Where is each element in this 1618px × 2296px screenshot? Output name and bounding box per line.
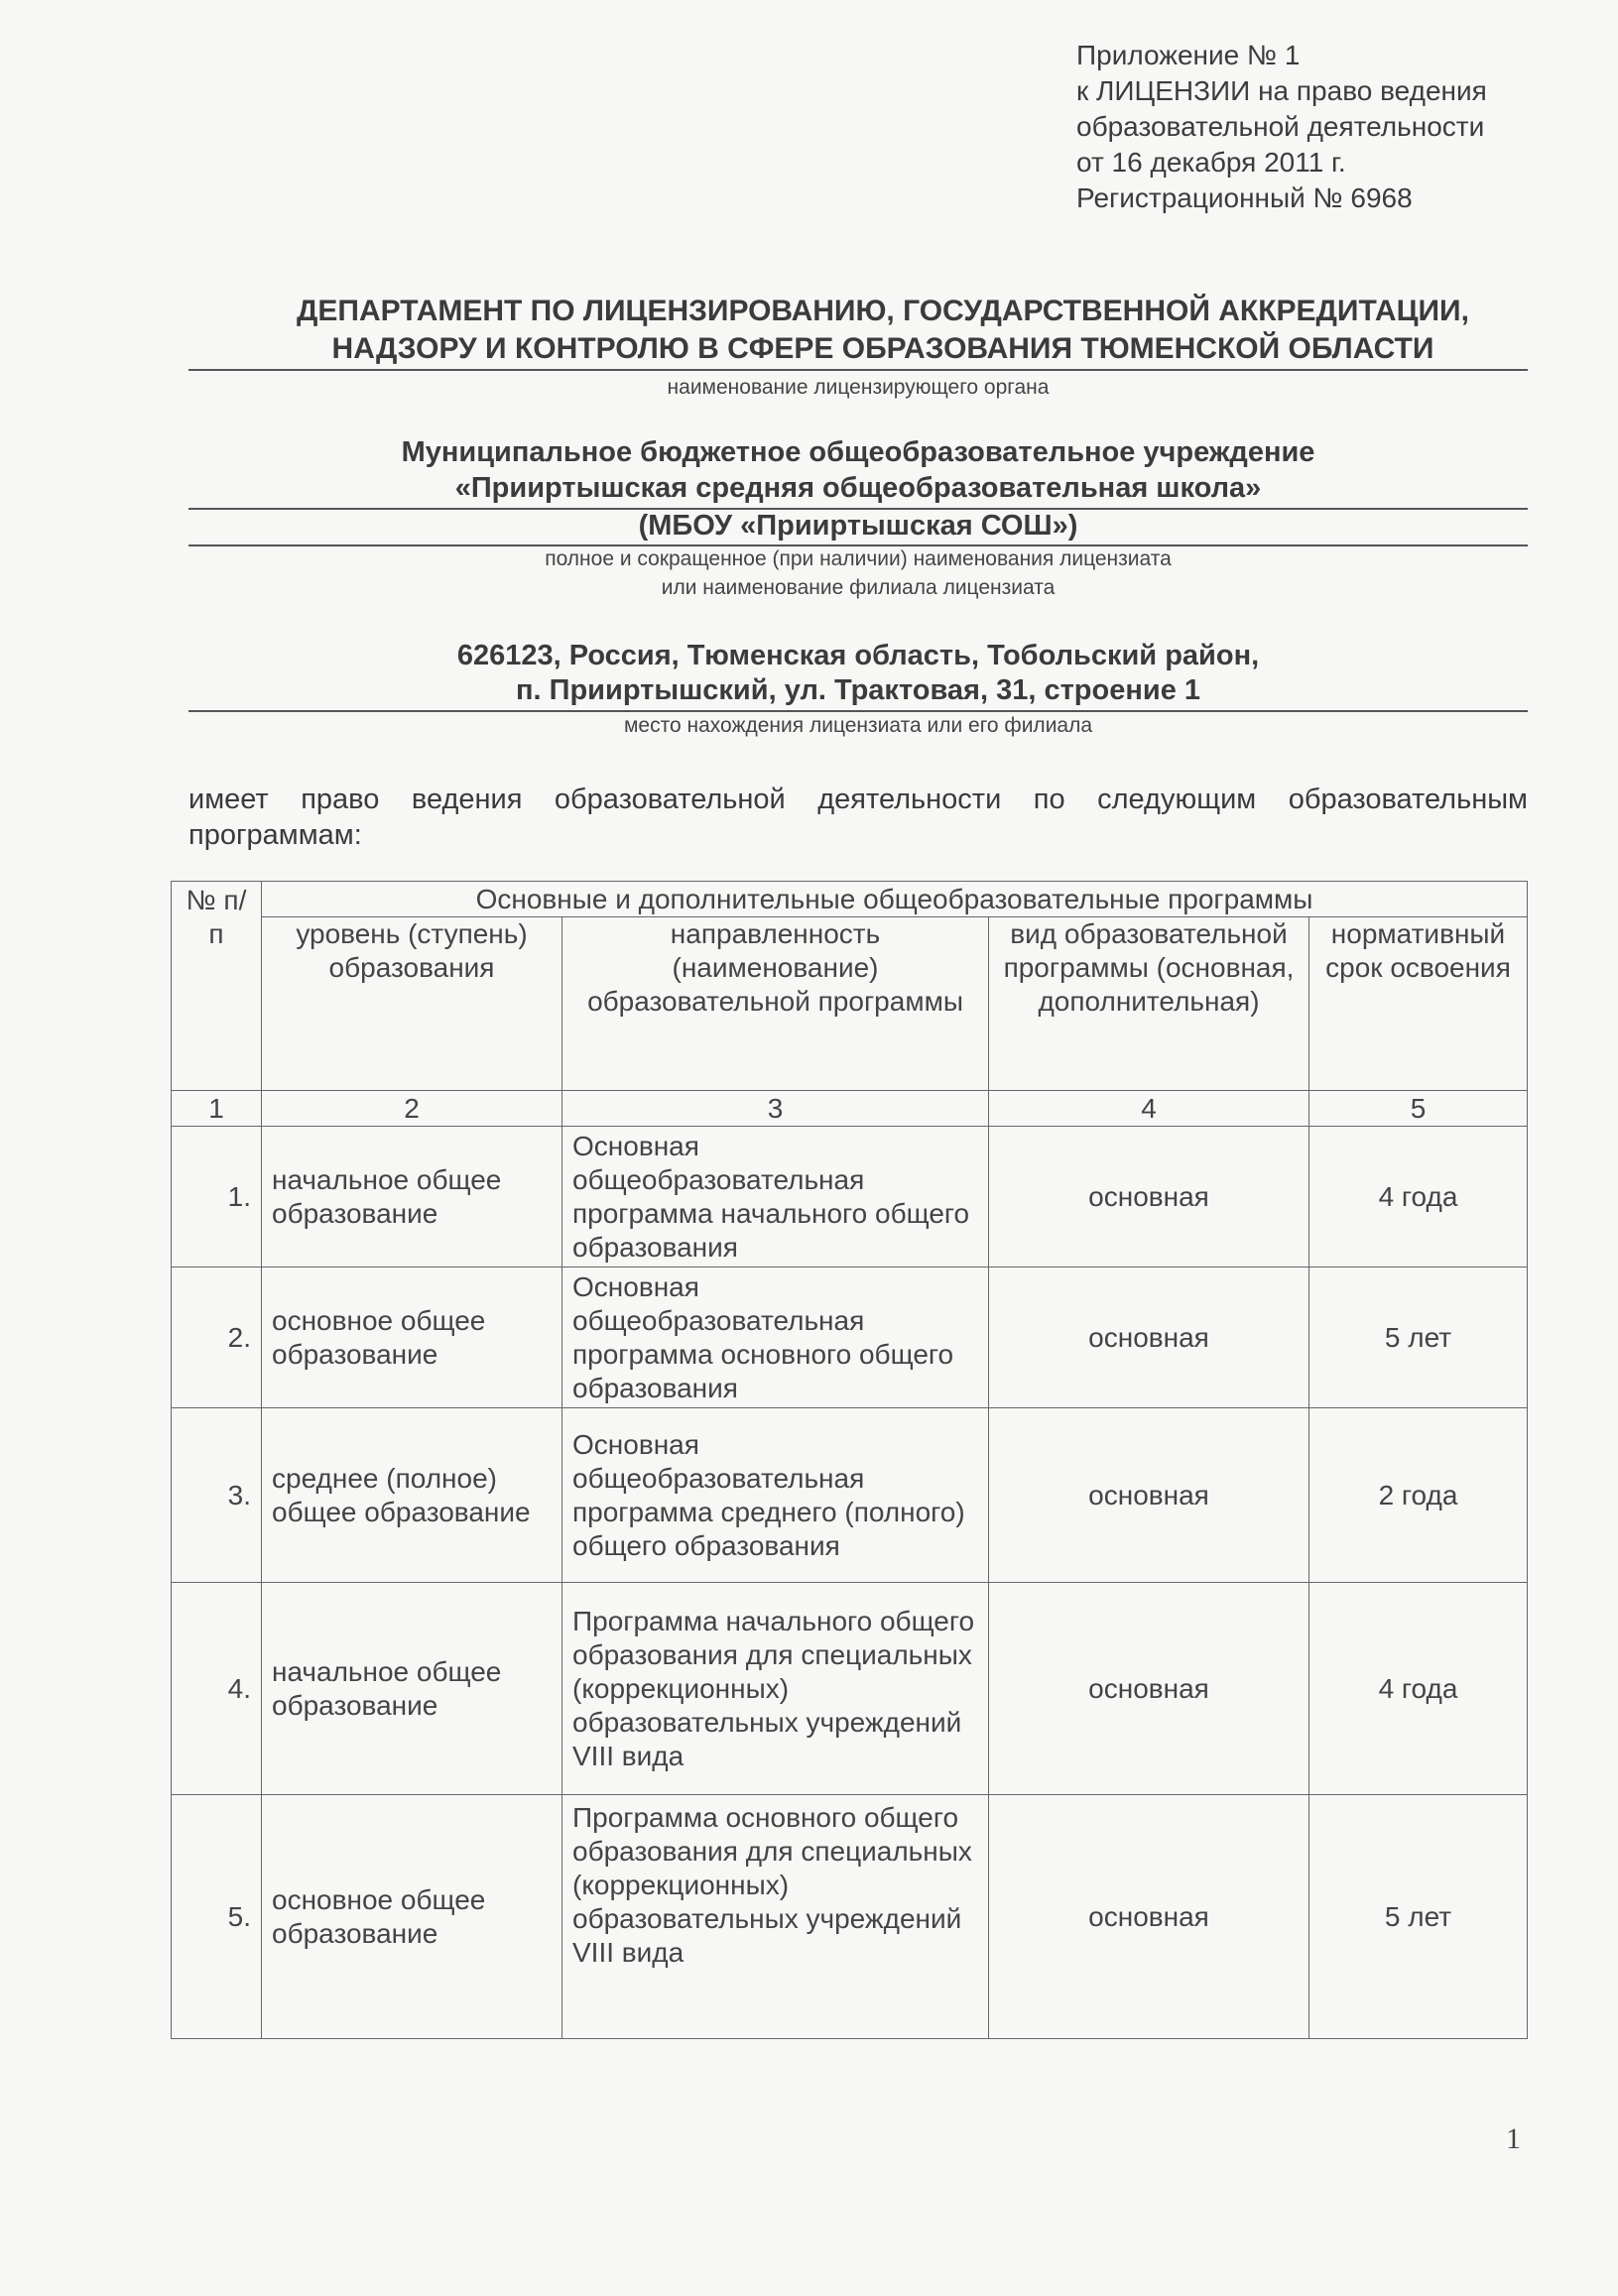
table-row [172, 1795, 1528, 2039]
table-header-row [172, 917, 1528, 1091]
row-num: 4. [172, 1583, 262, 1795]
row-direction: Программа основного общего образования для специальных (коррекционных) образовательных учреждений VIII вида [562, 1795, 989, 2039]
header-term: нормативный срок освоения [1309, 917, 1528, 1091]
intro-text: имеет право ведения образовательной деятельности по следующим образовательным программам: [188, 784, 1528, 851]
row-num: 3. [172, 1408, 262, 1583]
row-num: 2. [172, 1268, 262, 1408]
licensee-line-2: «Прииртышская средняя общеобразовательная школа» [454, 472, 1262, 504]
header-direction: направленность (наименование) образовательной программы [562, 917, 989, 1091]
authority-line-1: ДЕПАРТАМЕНТ ПО ЛИЦЕНЗИРОВАНИЮ, ГОСУДАРСТВЕННОЙ АККРЕДИТАЦИИ, [297, 295, 1469, 327]
appendix-line: к ЛИЦЕНЗИИ на право ведения [1076, 75, 1487, 106]
address-line-2: п. Прииртышский, ул. Трактовая, 31, строение 1 [515, 674, 1201, 706]
appendix-line: Регистрационный № 6968 [1076, 182, 1413, 213]
header-num: № п/п [172, 882, 262, 1091]
header-group: Основные и дополнительные общеобразовательные программы [262, 882, 1528, 917]
row-term: 4 года [1309, 1583, 1528, 1795]
programs-table [171, 881, 1528, 2039]
row-num: 1. [172, 1127, 262, 1268]
appendix-line: образовательной деятельности [1076, 111, 1485, 142]
row-type: основная [989, 1268, 1309, 1408]
column-number-row [172, 1091, 1528, 1127]
table-header-row [172, 882, 1528, 917]
header-level: уровень (ступень) образования [262, 917, 562, 1091]
licensee-line-1: Муниципальное бюджетное общеобразовательное учреждение [401, 436, 1315, 468]
row-term: 5 лет [1309, 1795, 1528, 2039]
authority-caption: наименование лицензирующего органа [667, 376, 1050, 399]
row-direction: Программа начального общего образования для специальных (коррекционных) образовательных учреждений VIII вида [562, 1583, 989, 1795]
licensee-caption-2: или наименование филиала лицензиата [661, 576, 1056, 599]
row-term: 2 года [1309, 1408, 1528, 1583]
page-number: 1 [1506, 2122, 1521, 2155]
column-number: 2 [262, 1091, 562, 1127]
address-line-1: 626123, Россия, Тюменская область, Тобольский район, [456, 640, 1260, 671]
column-number: 1 [172, 1091, 262, 1127]
licensee-short-name: (МБОУ «Прииртышская СОШ») [638, 510, 1078, 542]
authority-underline [188, 369, 1528, 371]
row-term: 5 лет [1309, 1268, 1528, 1408]
authority-name [238, 293, 1528, 368]
appendix-line: от 16 декабря 2011 г. [1076, 147, 1346, 178]
row-num: 5. [172, 1795, 262, 2039]
appendix-line: Приложение № 1 [1076, 40, 1301, 70]
table-row [172, 1408, 1528, 1583]
column-number: 3 [562, 1091, 989, 1127]
table-row [172, 1127, 1528, 1268]
row-type: основная [989, 1583, 1309, 1795]
column-number: 5 [1309, 1091, 1528, 1127]
row-level: начальное общее образование [262, 1127, 562, 1268]
row-type: основная [989, 1408, 1309, 1583]
row-type: основная [989, 1127, 1309, 1268]
row-direction: Основная общеобразовательная программа начального общего образования [562, 1127, 989, 1268]
address-underline [188, 710, 1528, 712]
row-term: 4 года [1309, 1127, 1528, 1268]
row-direction: Основная общеобразовательная программа основного общего образования [562, 1268, 989, 1408]
header-type: вид образовательной программы (основная, дополнительная) [989, 917, 1309, 1091]
row-level: начальное общее образование [262, 1583, 562, 1795]
licensee-caption-1: полное и сокращенное (при наличии) наименования лицензиата [545, 547, 1172, 570]
row-type: основная [989, 1795, 1309, 2039]
appendix-header [1076, 38, 1592, 216]
table-row [172, 1583, 1528, 1795]
address-caption: место нахождения лицензиата или его филиала [623, 714, 1093, 737]
row-direction: Основная общеобразовательная программа среднего (полного) общего образования [562, 1408, 989, 1583]
row-level: основное общее образование [262, 1795, 562, 2039]
authority-line-2: НАДЗОРУ И КОНТРОЛЮ В СФЕРЕ ОБРАЗОВАНИЯ ТЮМЕНСКОЙ ОБЛАСТИ [331, 332, 1434, 365]
row-level: среднее (полное) общее образование [262, 1408, 562, 1583]
table-row [172, 1268, 1528, 1408]
column-number: 4 [989, 1091, 1309, 1127]
row-level: основное общее образование [262, 1268, 562, 1408]
